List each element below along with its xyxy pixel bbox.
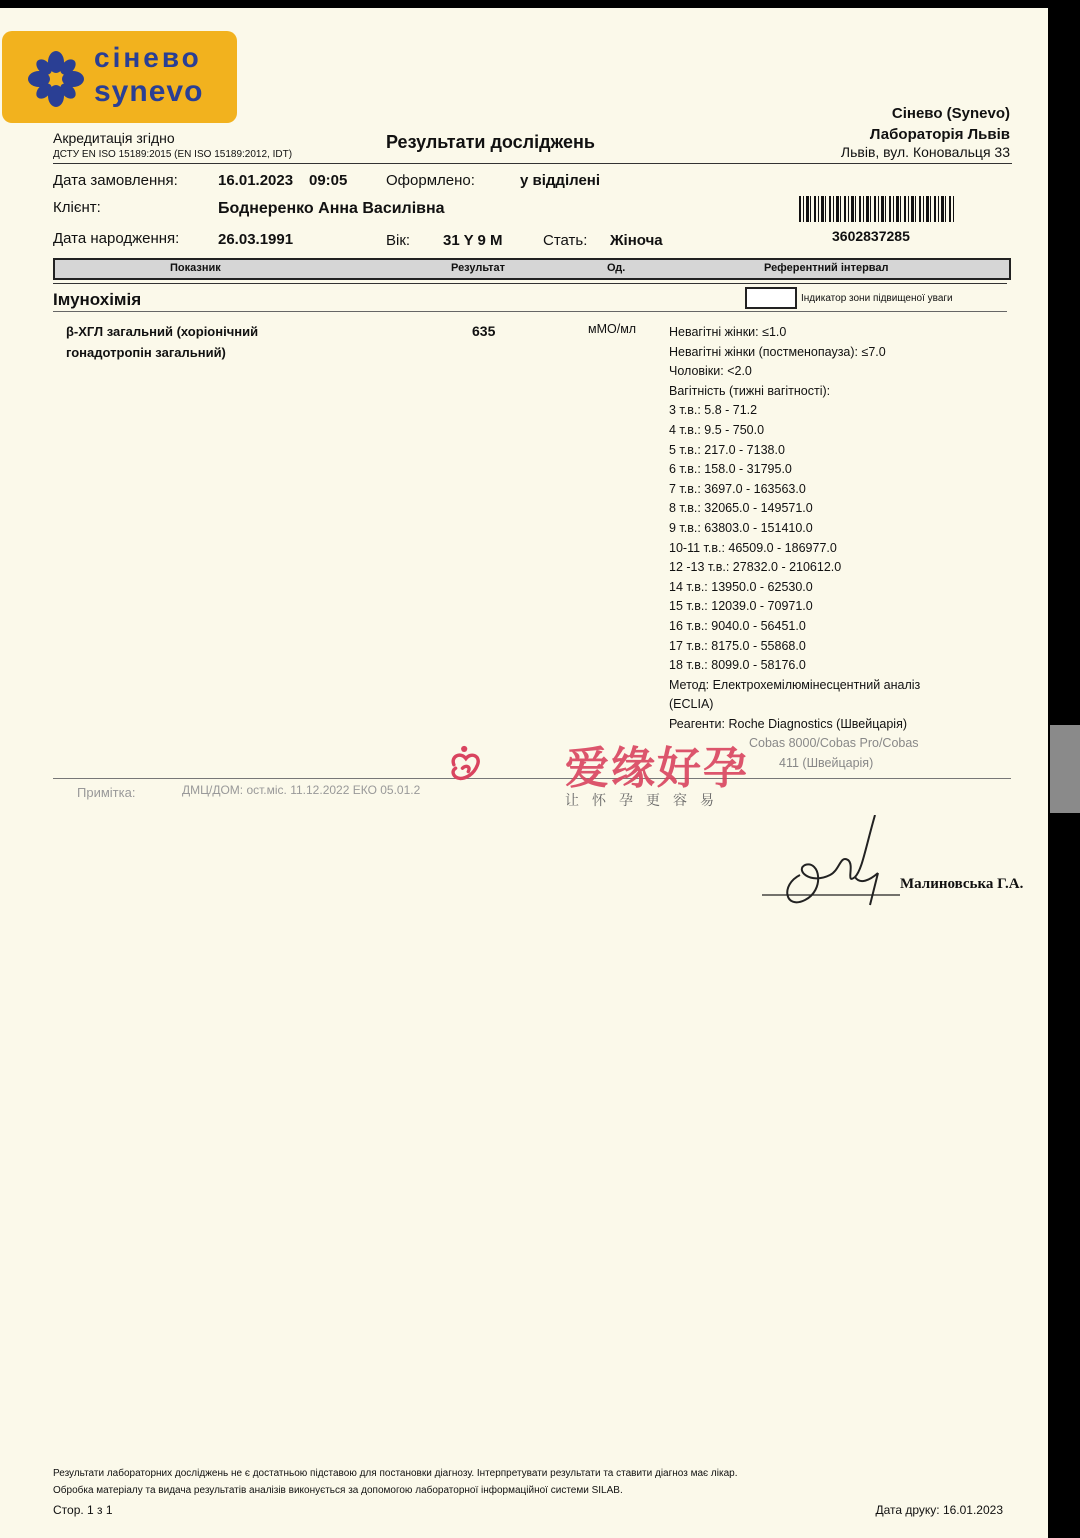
- scrollbar-thumb[interactable]: [1050, 725, 1080, 813]
- reference-line: 4 т.в.: 9.5 - 750.0: [669, 422, 765, 437]
- lab-name: Сінево (Synevo): [891, 105, 1010, 122]
- flower-logo-icon: [28, 51, 84, 107]
- reference-line: Невагітні жінки (постменопауза): ≤7.0: [669, 344, 886, 359]
- reference-line: (ECLIA): [669, 697, 714, 712]
- registered-label: Оформлено:: [386, 172, 475, 189]
- birth-date-label: Дата народження:: [53, 230, 180, 247]
- logo-line-2: synevo: [94, 75, 204, 108]
- birth-date: 26.03.1991: [218, 231, 294, 248]
- col-reference: Референтний інтервал: [764, 262, 889, 274]
- order-date-label: Дата замовлення:: [53, 172, 178, 189]
- sex-label: Стать:: [543, 232, 588, 249]
- table-header: [53, 258, 1011, 280]
- client-label: Клієнт:: [53, 199, 101, 216]
- attention-indicator-label: Індикатор зони підвищеної уваги: [801, 293, 953, 304]
- reference-line: 6 т.в.: 158.0 - 31795.0: [669, 462, 792, 477]
- barcode: [799, 196, 955, 222]
- test-name-line-2: гонадотропін загальний): [66, 345, 226, 360]
- reference-line: Невагітні жінки: ≤1.0: [669, 325, 787, 339]
- page-number: Стор. 1 з 1: [53, 1503, 113, 1517]
- logo-wordmark: [94, 41, 203, 109]
- col-unit: Од.: [607, 262, 626, 274]
- watermark-logo-icon: [447, 708, 557, 818]
- client-name: Боднеренко Анна Василівна: [218, 200, 445, 217]
- section-title: Імунохімія: [53, 290, 142, 309]
- page-title: Результати досліджень: [386, 132, 595, 152]
- col-indicator: Показник: [170, 262, 221, 274]
- reference-line: Чоловіки: <2.0: [669, 364, 752, 379]
- reference-line: 5 т.в.: 217.0 - 7138.0: [669, 442, 785, 457]
- reference-line: 8 т.в.: 32065.0 - 149571.0: [669, 501, 813, 516]
- accreditation-line-2: ДСТУ EN ISO 15189:2015 (EN ISO 15189:2012, IDT): [53, 149, 293, 160]
- header-divider: [53, 163, 1012, 164]
- reference-interval: [669, 323, 920, 774]
- reference-line: 16 т.в.: 9040.0 - 56451.0: [669, 618, 806, 633]
- note-label: Примітка:: [77, 785, 136, 800]
- synevo-logo: [2, 31, 237, 123]
- age-value: 31 Y 9 M: [443, 232, 503, 249]
- watermark-title: 爱缘好孕: [565, 744, 749, 793]
- section-underline: [53, 311, 1007, 312]
- order-date: 16.01.2023: [218, 172, 294, 189]
- footer-disclaimer-1: Результати лабораторних досліджень не є достатньою підставою для постановки діагнозу. Інтерпретувати результати та ставити діагноз має лікар.: [53, 1468, 738, 1479]
- lab-city: Лабораторія Львів: [869, 126, 1010, 143]
- reference-line: 10-11 т.в.: 46509.0 - 186977.0: [669, 540, 837, 555]
- reference-line: 9 т.в.: 63803.0 - 151410.0: [669, 520, 813, 535]
- test-name-line-1: β-ХГЛ загальний (хоріонічний: [66, 324, 259, 339]
- print-date: Дата друку: 16.01.2023: [875, 1503, 1003, 1517]
- test-unit: мМО/мл: [588, 322, 637, 336]
- reference-line: 411 (Швейцарія): [779, 756, 874, 771]
- sex-value: Жіноча: [610, 232, 663, 249]
- col-result: Результат: [451, 262, 506, 274]
- lab-address: Львів, вул. Коновальця 33: [840, 144, 1010, 160]
- reference-line: 14 т.в.: 13950.0 - 62530.0: [669, 579, 813, 594]
- accreditation-line-1: Акредитація згідно: [53, 130, 175, 146]
- reference-line: 15 т.в.: 12039.0 - 70971.0: [669, 599, 813, 614]
- barcode-number: 3602837285: [832, 228, 910, 244]
- order-time: 09:05: [309, 172, 348, 189]
- handwritten-signature: [760, 815, 900, 915]
- age-label: Вік:: [386, 232, 411, 249]
- logo-line-1: сінево: [94, 42, 202, 73]
- test-result: 635: [472, 323, 496, 339]
- reference-line: Метод: Електрохемілюмінесцентний аналіз: [669, 677, 921, 692]
- reference-line: 7 т.в.: 3697.0 - 163563.0: [669, 481, 806, 496]
- watermark-subtitle: 让怀孕更容易: [565, 792, 727, 808]
- table-header-underline: [53, 283, 1007, 284]
- reference-line: 18 т.в.: 8099.0 - 58176.0: [669, 658, 806, 673]
- reference-line: Cobas 8000/Cobas Pro/Cobas: [749, 736, 919, 751]
- reference-line: 17 т.в.: 8175.0 - 55868.0: [669, 638, 806, 653]
- registered-value: у відділені: [520, 172, 601, 189]
- reference-line: 12 -13 т.в.: 27832.0 - 210612.0: [669, 560, 842, 575]
- attention-indicator-box: [745, 287, 797, 309]
- reference-line: 3 т.в.: 5.8 - 71.2: [669, 403, 758, 418]
- footer-disclaimer-2: Обробка матеріалу та видача результатів аналізів виконується за допомогою лабораторної інформаційної системи SILAB.: [53, 1485, 623, 1496]
- reference-line: Вагітність (тижні вагітності):: [669, 383, 831, 398]
- note-text: ДМЦ/ДОМ: ост.міс. 11.12.2022 ЕКО 05.01.2: [182, 783, 421, 797]
- signatory-name: Малиновська Г.А.: [900, 876, 1024, 892]
- reference-line: Реагенти: Roche Diagnostics (Швейцарія): [669, 716, 908, 731]
